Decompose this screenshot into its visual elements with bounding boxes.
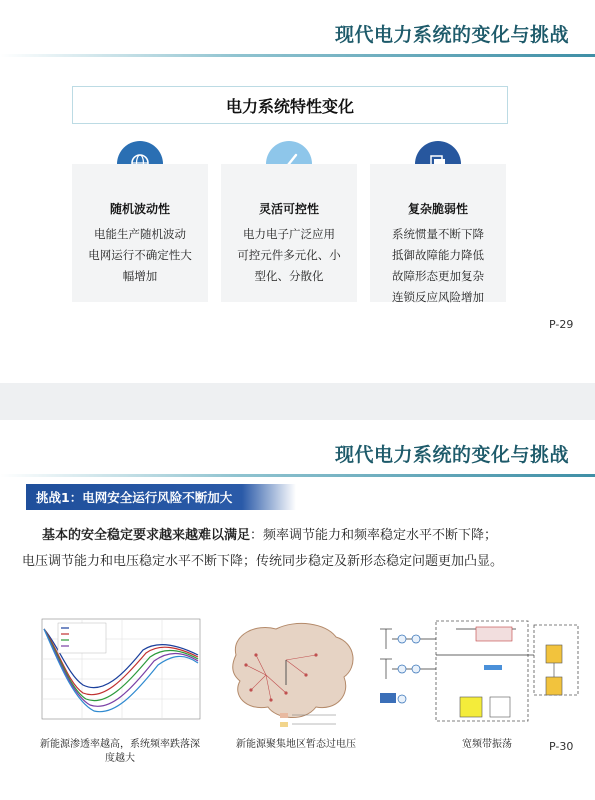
card-line: 型化、分散化 (254, 269, 324, 283)
slide-title: 现代电力系统的变化与挑战 (334, 444, 569, 466)
page-number: P-29 (549, 318, 574, 331)
card-line: 故障形态更加复杂 (392, 269, 484, 283)
card-flexible-control (221, 164, 357, 302)
card-line: 电力电子广泛应用 (243, 227, 335, 241)
voltage-map-figure (226, 615, 366, 735)
body-line-1 (22, 524, 595, 548)
card-line: 抵御故障能力降低 (392, 248, 484, 262)
header-divider (0, 54, 595, 57)
slide-30 (0, 420, 595, 800)
card-title: 灵活可控性 (258, 202, 319, 216)
challenge-title: 挑战1：电网安全运行风险不断加大 (36, 490, 233, 505)
card-random-volatility (72, 164, 208, 302)
card-line: 电网运行不确定性大 (88, 248, 192, 262)
oscillation-circuit-figure (376, 615, 582, 735)
feature-title: 电力系统特性变化 (225, 96, 354, 116)
card-line: 连锁反应风险增加 (392, 290, 484, 304)
slide-title: 现代电力系统的变化与挑战 (334, 24, 569, 46)
card-line: 电能生产随机波动 (94, 227, 186, 241)
card-line: 可控元件多元化、小 (237, 248, 341, 262)
figure-caption-1: 新能源渗透率越高，系统频率跌落深度越大 (40, 739, 200, 764)
card-line: 幅增加 (122, 269, 158, 283)
body-text: ：频率调节能力和频率稳定水平不断下降； (250, 528, 498, 543)
card-title: 复杂脆弱性 (407, 202, 468, 216)
challenge-banner (26, 484, 296, 510)
slide-header (0, 420, 595, 478)
page-number: P-30 (549, 740, 574, 753)
body-bold-text: 基本的安全稳定要求越来越难以满足 (42, 528, 251, 543)
card-line: 系统惯量不断下降 (392, 227, 484, 241)
figure-caption-3: 宽频带振荡 (462, 739, 512, 750)
slide-header (0, 0, 595, 58)
body-line-2: 电压调节能力和电压稳定水平不断下降；传统同步稳定及新形态稳定问题更加凸显。 (22, 554, 504, 569)
slide-29 (0, 0, 595, 383)
card-complex-fragility (370, 164, 506, 302)
feature-title-box (72, 86, 508, 124)
header-divider (0, 474, 595, 477)
frequency-chart-figure (28, 615, 204, 735)
figure-caption-2: 新能源聚集地区暂态过电压 (236, 739, 356, 750)
card-title: 随机波动性 (109, 202, 170, 216)
